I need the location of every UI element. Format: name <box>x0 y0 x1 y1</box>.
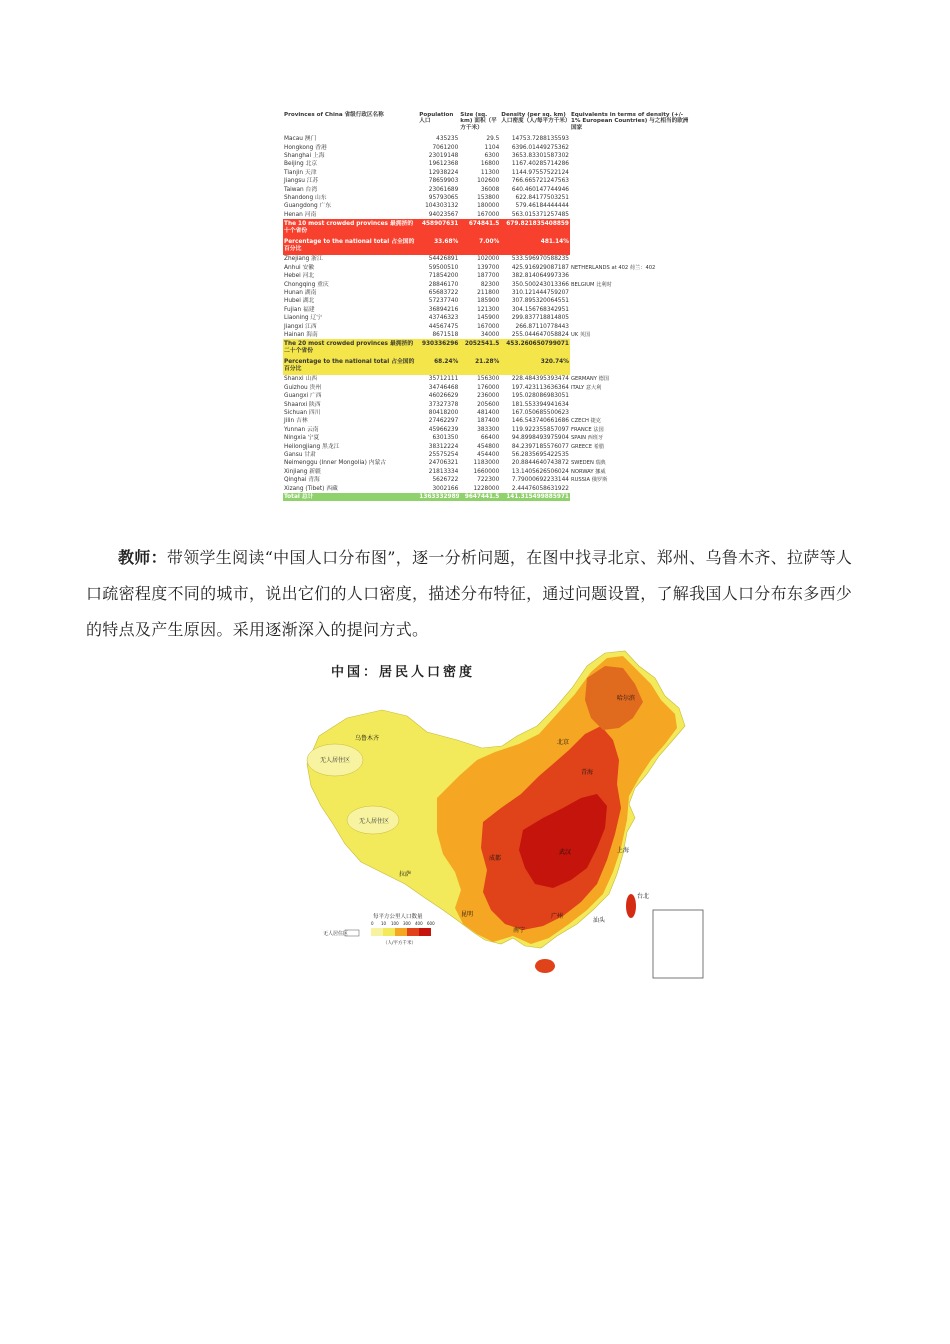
city-harbin: 哈尔滨 <box>617 695 636 702</box>
cell-population: 78659903 <box>428 178 459 185</box>
cell-size: 6300 <box>484 153 500 160</box>
cell-population: 7061200 <box>432 144 459 151</box>
table-row <box>283 451 693 459</box>
no-pop-label-2: 无人居住区 <box>359 818 390 825</box>
cell-size: 139700 <box>477 264 500 271</box>
cell-density: 119.922355857097 <box>511 426 569 433</box>
cell-population: 8671518 <box>432 331 459 338</box>
cell-size: 185900 <box>477 298 500 305</box>
city-nanning: 南宁 <box>513 927 526 934</box>
table-row <box>283 135 693 143</box>
cell-province: Taiwan 台湾 <box>284 186 318 193</box>
cell-density: 320.74% <box>500 357 570 375</box>
cell-density: 350.500243013366 <box>511 281 569 288</box>
cell-size: 9647441.5 <box>459 493 500 501</box>
cell-density: 195.028086983051 <box>511 393 569 400</box>
cell-province: Sichuan 四川 <box>284 409 321 416</box>
cell-province: Shanxi 山西 <box>284 376 318 383</box>
cell-equivalent <box>570 392 693 400</box>
cell-population: 46026629 <box>428 393 459 400</box>
cell-province: Jiangxi 江西 <box>284 323 317 330</box>
teacher-paragraph <box>86 540 864 648</box>
cell-equivalent: NORWAY 挪威 <box>570 468 606 475</box>
city-qinghai: 青海 <box>581 769 594 776</box>
cell-density: 1144.97557522124 <box>511 169 569 176</box>
table-row <box>283 339 693 357</box>
cell-equivalent <box>570 485 693 493</box>
cell-size: 1183000 <box>473 460 500 467</box>
map-title: 中国：居民人口密度 <box>331 665 476 680</box>
cell-density: 425.916929087187 <box>511 264 569 271</box>
legend-tick-4: 400 <box>415 921 423 926</box>
cell-density: 563.015371257485 <box>511 211 569 218</box>
legend-no-pop-label: 无人居住区 <box>323 931 349 937</box>
cell-equivalent <box>570 306 693 314</box>
cell-size: 82300 <box>480 281 500 288</box>
cell-density: 382.814064997336 <box>511 273 569 280</box>
cell-density: 453.260650799071 <box>500 339 570 357</box>
cell-province: Jilin 吉林 <box>284 418 308 425</box>
legend-tick-3: 300 <box>403 921 411 926</box>
cell-equivalent: CZECH 捷克 <box>570 418 601 425</box>
table-row <box>283 152 693 160</box>
cell-density: 255.044647058824 <box>511 331 569 338</box>
cell-population: 930336296 <box>418 339 459 357</box>
cell-size: 722300 <box>477 477 500 484</box>
cell-equivalent <box>570 186 693 194</box>
cell-size: 674841.5 <box>459 219 500 237</box>
cell-province: Gansu 甘肃 <box>284 452 316 458</box>
table-row <box>283 289 693 297</box>
table-row <box>283 186 693 194</box>
cell-density: 146.543740661686 <box>511 418 569 425</box>
cell-size: 167000 <box>477 323 500 330</box>
header-density: Density (per sq. km) 人口密度（人/每平方千米） <box>501 112 571 125</box>
cell-population: 54426891 <box>428 256 459 263</box>
table-row <box>283 219 693 237</box>
cell-equivalent <box>570 339 693 357</box>
cell-equivalent <box>570 314 693 322</box>
cell-size: 34000 <box>480 331 500 338</box>
cell-province: Anhui 安徽 <box>284 264 315 271</box>
paragraph-text: 带领学生阅读“中国人口分布图”，逐一分析问题，在图中找寻北京、郑州、乌鲁木齐、拉萨等人口疏密程度不同的城市，说出它们的人口密度，描述分布特征，通过问题设置，了解我国人口分布东多西少的特点及产生原因。采用逐渐深入的提问方式。 <box>86 548 853 639</box>
cell-province: Liaoning 辽宁 <box>284 315 323 322</box>
header-size: Size (sq. km) 面积（平方千米） <box>460 112 497 131</box>
legend-tick-5: 600 <box>427 921 435 926</box>
cell-density: 766.665721247563 <box>511 178 569 185</box>
cell-equivalent <box>570 409 693 417</box>
cell-density: 579.46184444444 <box>515 203 569 210</box>
cell-size: 383300 <box>477 426 500 433</box>
city-shanghai: 上海 <box>617 847 630 854</box>
cell-population: 36894216 <box>428 306 459 313</box>
table-row <box>283 468 693 476</box>
cell-equivalent <box>570 160 693 168</box>
cell-population: 33.68% <box>418 237 459 255</box>
cell-equivalent <box>570 152 693 160</box>
table-row <box>283 493 693 501</box>
cell-equivalent <box>570 401 693 409</box>
table-row <box>283 194 693 202</box>
cell-province: Zhejiang 浙江 <box>284 256 323 263</box>
cell-size: 156300 <box>477 376 500 383</box>
cell-province: Ningxia 宁夏 <box>284 435 320 442</box>
table-row <box>283 264 693 272</box>
legend-unit: （人/平方千米） <box>383 941 417 946</box>
cell-province: Beijing 北京 <box>284 161 318 168</box>
legend-title: 每平方公里人口数量 <box>373 914 423 920</box>
table-row <box>283 211 693 219</box>
table-row <box>283 314 693 322</box>
cell-size: 167000 <box>477 211 500 218</box>
china-population-density-map <box>287 648 712 983</box>
cell-population: 28846170 <box>428 281 459 288</box>
cell-equivalent <box>570 255 693 263</box>
cell-density: 7.79000692233144 <box>511 477 569 484</box>
cell-size: 145900 <box>477 315 500 322</box>
cell-density: 304.156768342951 <box>511 306 569 313</box>
cell-equivalent: RUSSIA 俄罗斯 <box>570 477 608 484</box>
cell-population: 1363332989 <box>419 494 460 501</box>
cell-size: 21.28% <box>459 357 500 375</box>
cell-density: 14753.7288135593 <box>511 136 569 143</box>
cell-equivalent: GERMANY 德国 <box>570 376 609 383</box>
cell-population: 57237740 <box>428 298 459 305</box>
table-row <box>283 426 693 434</box>
cell-size: 1228000 <box>473 485 500 492</box>
legend-swatch-4 <box>407 928 419 936</box>
cell-density: 266.87110778443 <box>515 323 569 330</box>
cell-population: 59500510 <box>428 264 459 271</box>
cell-density: 20.8844640743872 <box>511 460 569 467</box>
cell-equivalent <box>570 194 693 202</box>
cell-size: 102000 <box>477 256 500 263</box>
cell-equivalent: SPAIN 西班牙 <box>570 435 604 442</box>
cell-equivalent <box>570 451 693 459</box>
table-row <box>283 297 693 305</box>
cell-province: Yunnan 云南 <box>284 426 319 433</box>
city-shantou: 汕头 <box>593 917 606 924</box>
legend-tick-2: 100 <box>391 921 399 926</box>
cell-province: Shandong 山东 <box>284 195 327 202</box>
cell-density: 167.050685500623 <box>511 409 569 416</box>
cell-size: 454400 <box>477 452 500 458</box>
cell-size: 36008 <box>480 186 500 193</box>
cell-population: 71854200 <box>428 273 459 280</box>
cell-size: 11300 <box>480 169 500 176</box>
cell-province: Percentage to the national total 占全国的百分比 <box>283 237 418 255</box>
cell-equivalent <box>570 202 693 210</box>
table-row <box>283 357 693 375</box>
cell-equivalent <box>570 169 693 177</box>
city-guangzhou: 广州 <box>551 913 564 920</box>
cell-equivalent: ITALY 意大利 <box>570 384 602 391</box>
hainan-island <box>535 959 555 973</box>
cell-province: Fujian 福建 <box>284 306 315 313</box>
cell-equivalent <box>570 135 693 143</box>
cell-population: 37327378 <box>428 401 459 408</box>
table-row <box>283 160 693 168</box>
cell-population: 95793065 <box>428 195 459 202</box>
speaker-label: 教师： <box>118 548 167 567</box>
cell-population: 68.24% <box>418 357 459 375</box>
cell-size: 180000 <box>477 203 500 210</box>
legend-swatch-5 <box>419 928 431 936</box>
cell-density: 94.8998493975904 <box>511 435 569 442</box>
cell-equivalent <box>570 237 693 255</box>
cell-equivalent <box>570 144 693 152</box>
table-row <box>283 401 693 409</box>
cell-population: 23061689 <box>428 186 459 193</box>
cell-province: Guangdong 广东 <box>284 203 332 210</box>
cell-province: Hebei 河北 <box>284 273 315 280</box>
cell-equivalent <box>570 211 693 219</box>
table-row <box>283 323 693 331</box>
cell-population: 38312224 <box>428 443 459 450</box>
cell-province: The 20 most crowded provinces 最拥挤的二十个省份 <box>283 339 418 357</box>
cell-province: Xinjiang 新疆 <box>284 468 321 475</box>
population-density-table-image <box>283 112 693 526</box>
cell-equivalent: NETHERLANDS at 402 荷兰：402 <box>570 264 656 271</box>
table-row <box>283 417 693 425</box>
table-row <box>283 459 693 467</box>
cell-province: Jiangsu 江苏 <box>284 178 319 185</box>
cell-population: 43746323 <box>428 315 459 322</box>
table-row <box>283 434 693 442</box>
population-table <box>283 112 693 501</box>
cell-equivalent <box>570 297 693 305</box>
cell-population: 34746468 <box>428 384 459 391</box>
city-chengdu: 成都 <box>489 855 502 862</box>
cell-province: Guangxi 广西 <box>284 393 322 400</box>
cell-density: 228.484395393474 <box>511 376 569 383</box>
cell-province: Hongkong 香港 <box>284 144 327 151</box>
cell-population: 35712111 <box>428 376 459 383</box>
table-row <box>283 237 693 255</box>
cell-equivalent <box>570 323 693 331</box>
cell-population: 104303132 <box>425 203 459 210</box>
table-row <box>283 255 693 263</box>
table-header-row <box>283 112 693 135</box>
table-row <box>283 144 693 152</box>
header-province: Provinces of China 省级行政区名称 <box>284 112 384 118</box>
cell-equivalent <box>570 272 693 280</box>
no-pop-label-1: 无人居住区 <box>320 757 351 764</box>
cell-size: 29.5 <box>486 136 500 143</box>
cell-size: 481400 <box>477 409 500 416</box>
cell-province: Macau 澳门 <box>284 136 317 143</box>
table-row <box>283 476 693 484</box>
cell-province: Qinghai 青海 <box>284 477 320 484</box>
cell-equivalent <box>570 219 693 237</box>
cell-province: Heilongjiang 黑龙江 <box>284 443 340 450</box>
cell-size: 121300 <box>477 306 500 313</box>
cell-province: Hainan 海南 <box>284 331 318 338</box>
cell-density: 84.2397185576077 <box>511 443 569 450</box>
cell-size: 1660000 <box>473 468 500 475</box>
cell-population: 23019148 <box>428 153 459 160</box>
city-beijing: 北京 <box>557 739 570 746</box>
cell-province: Neimenggu (Inner Mongolia) 内蒙古 <box>284 460 387 467</box>
cell-population: 21813334 <box>428 468 459 475</box>
cell-density: 2.44476058631922 <box>511 485 569 492</box>
cell-population: 6301350 <box>432 435 459 442</box>
cell-population: 24706321 <box>428 460 459 467</box>
cell-size: 236000 <box>477 393 500 400</box>
cell-size: 16800 <box>480 161 500 168</box>
cell-density: 13.1405626506024 <box>511 468 569 475</box>
cell-equivalent <box>570 177 693 185</box>
legend-swatch-3 <box>395 928 407 936</box>
city-urumqi: 乌鲁木齐 <box>355 735 380 742</box>
cell-population: 44567475 <box>428 323 459 330</box>
cell-province: Tianjin 天津 <box>284 169 317 176</box>
cell-population: 65683722 <box>428 289 459 296</box>
table-row <box>283 409 693 417</box>
cell-population: 3002166 <box>432 485 459 492</box>
cell-province: Shaanxi 陕西 <box>284 401 321 408</box>
legend-swatch-2 <box>383 928 395 936</box>
cell-population: 5626722 <box>432 477 459 484</box>
cell-density: 481.14% <box>500 237 570 255</box>
cell-population: 80418200 <box>428 409 459 416</box>
table-row <box>283 375 693 383</box>
cell-population: 27462297 <box>428 418 459 425</box>
table-row <box>283 169 693 177</box>
table-body <box>283 135 693 501</box>
cell-size: 102600 <box>477 178 500 185</box>
cell-province: Hubei 湖北 <box>284 298 315 305</box>
cell-size: 153800 <box>477 195 500 202</box>
cell-equivalent: UK 英国 <box>570 331 591 338</box>
cell-density: 1167.40285714286 <box>511 161 569 168</box>
city-kunming: 昆明 <box>461 911 474 918</box>
cell-size: 187400 <box>477 418 500 425</box>
cell-size: 454800 <box>477 443 500 450</box>
cell-density: 679.821835408859 <box>500 219 570 237</box>
legend-tick-0: 0 <box>371 921 374 926</box>
cell-size: 205600 <box>477 401 500 408</box>
cell-size: 66400 <box>480 435 500 442</box>
cell-equivalent: BELGIUM 比利时 <box>570 281 612 288</box>
cell-province: Chongqing 重庆 <box>284 281 329 288</box>
table-row <box>283 177 693 185</box>
cell-size: 7.00% <box>459 237 500 255</box>
cell-density: 181.553394941634 <box>511 401 569 408</box>
cell-density: 640.460147744946 <box>511 186 569 193</box>
table-row <box>283 306 693 314</box>
cell-size: 187700 <box>477 273 500 280</box>
cell-population: 435235 <box>436 136 459 143</box>
cell-density: 299.837718814805 <box>511 315 569 322</box>
table-row <box>283 202 693 210</box>
table-row <box>283 272 693 280</box>
cell-density: 6396.01449275362 <box>511 144 569 151</box>
cell-population: 45966239 <box>428 426 459 433</box>
table-row <box>283 281 693 289</box>
cell-population: 458907631 <box>418 219 459 237</box>
cell-equivalent <box>570 493 693 501</box>
cell-size: 2052541.5 <box>459 339 500 357</box>
cell-density: 56.2835695422535 <box>511 452 569 458</box>
legend-tick-1: 10 <box>381 921 387 926</box>
cell-equivalent <box>570 357 693 375</box>
cell-population: 19612368 <box>428 161 459 168</box>
cell-province: Percentage to the national total 占全国的百分比 <box>283 357 418 375</box>
city-taibei: 台北 <box>637 893 650 900</box>
cell-size: 1104 <box>484 144 500 151</box>
cell-province: Hunan 湖南 <box>284 289 317 296</box>
cell-density: 622.84177503251 <box>515 195 569 202</box>
legend-swatch-1 <box>371 928 383 936</box>
cell-equivalent: GREECE 希腊 <box>570 443 605 450</box>
table-row <box>283 485 693 493</box>
table-row <box>283 392 693 400</box>
cell-density: 197.423113636364 <box>511 384 569 391</box>
table-row <box>283 331 693 339</box>
city-wuhan: 武汉 <box>559 849 572 856</box>
cell-size: 176000 <box>477 384 500 391</box>
table-row <box>283 443 693 451</box>
cell-province: Shanghai 上海 <box>284 153 325 160</box>
south-china-sea-inset <box>653 910 703 978</box>
header-equivalents: Equivalents in terms of density (+/- 1% European Countries) 与之相当的欧洲国家 <box>570 112 689 131</box>
cell-density: 533.596970588235 <box>511 256 569 263</box>
cell-population: 25575254 <box>428 452 459 458</box>
cell-size: 211800 <box>477 289 500 296</box>
table-row <box>283 384 693 392</box>
cell-equivalent: FRANCE 法国 <box>570 426 604 433</box>
cell-population: 94023567 <box>428 211 459 218</box>
cell-province: Guizhou 贵州 <box>284 384 322 391</box>
cell-density: 310.121444759207 <box>511 289 569 296</box>
cell-province: Henan 河南 <box>284 211 317 218</box>
cell-province: Xizang (Tibet) 西藏 <box>284 485 338 492</box>
cell-equivalent <box>570 289 693 297</box>
city-lhasa: 拉萨 <box>399 871 412 878</box>
cell-province: The 10 most crowded provinces 最拥挤的十个省份 <box>283 219 418 237</box>
cell-population: 12938224 <box>428 169 459 176</box>
header-population: Population 人口 <box>419 112 454 125</box>
cell-equivalent: SWEDEN 瑞典 <box>570 460 606 467</box>
cell-density: 307.895320064551 <box>511 298 569 305</box>
taiwan-island <box>626 894 636 918</box>
cell-province: Total 总计 <box>283 493 418 501</box>
cell-density: 141.315499885971 <box>500 493 570 501</box>
cell-density: 3653.83301587302 <box>511 153 569 160</box>
